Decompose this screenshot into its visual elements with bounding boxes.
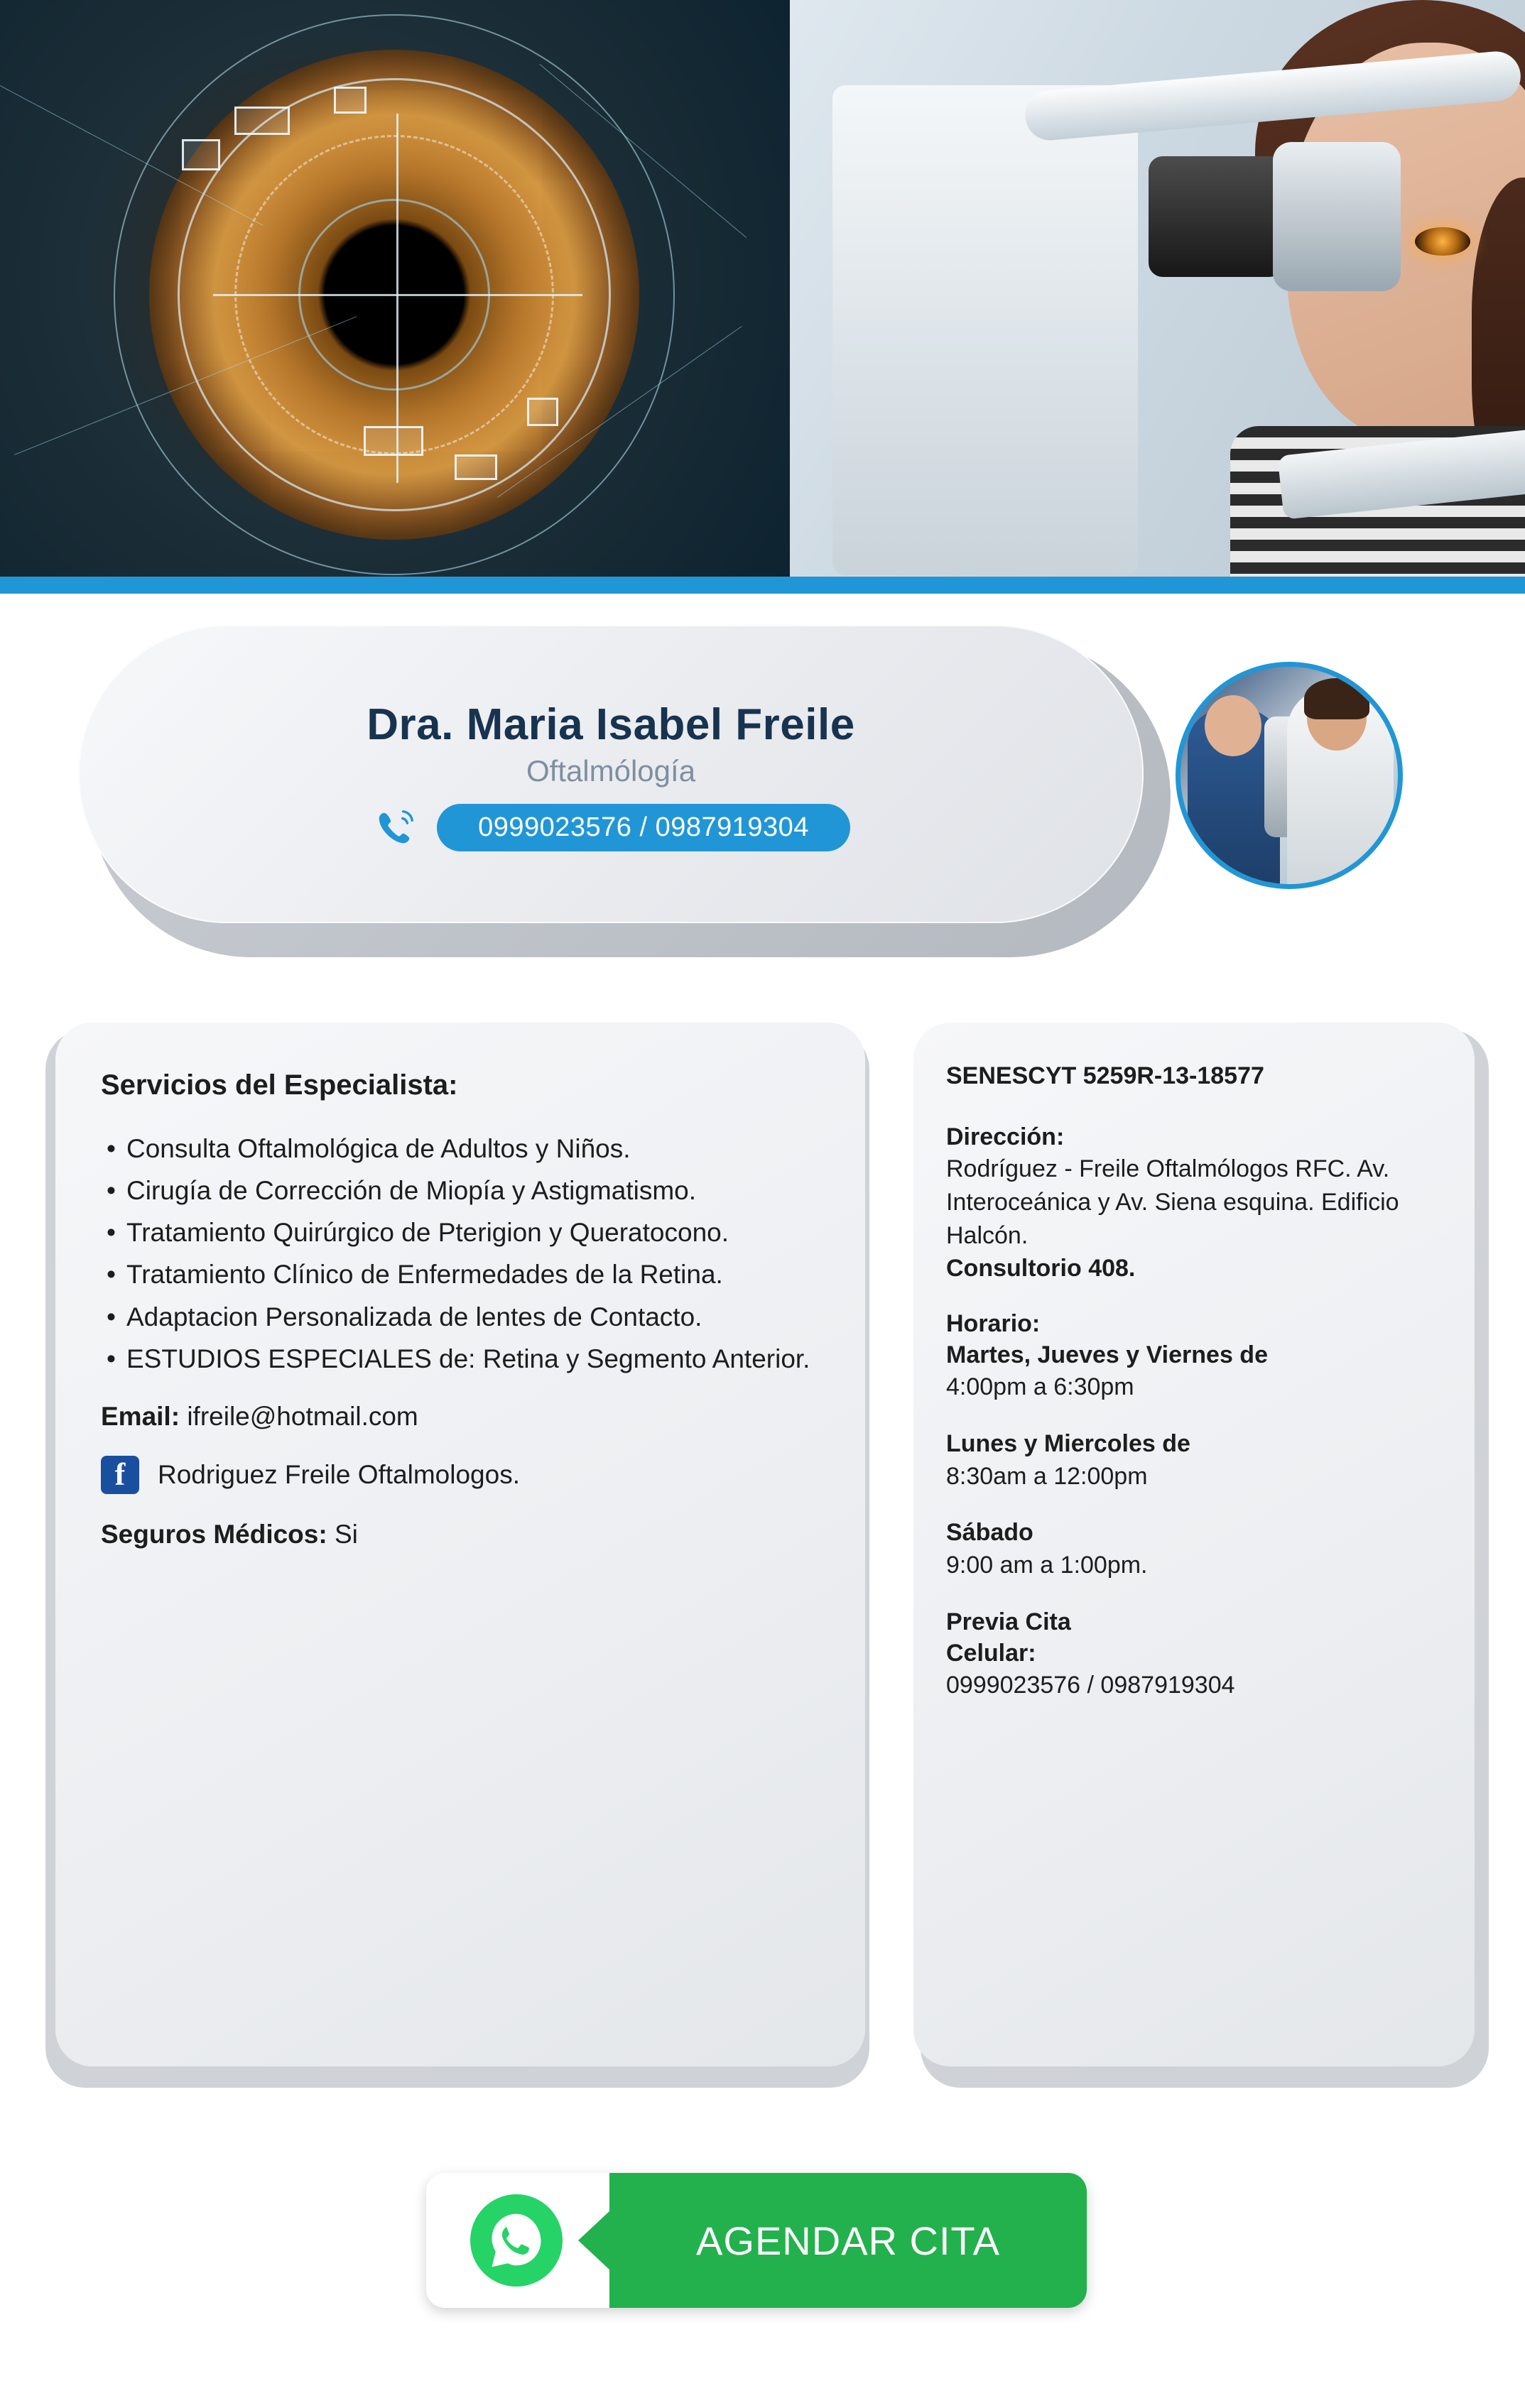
hero-banner [0,0,1525,577]
schedule-label: Horario: [946,1310,1041,1338]
list-item: • ESTUDIOS ESPECIALES de: Retina y Segmento Anterior. [101,1343,820,1375]
list-item: • Tratamiento Quirúrgico de Pterigion y Queratocono. [101,1216,820,1248]
doctor-specialty: Oftalmólogía [526,754,696,788]
schedule-block-2 [946,1428,1442,1493]
address-block [946,1121,1442,1284]
patient-illuminated-eye [1415,227,1470,256]
photo-doctor-hair [1304,678,1369,719]
schedule-days-2: Lunes y Miercoles de [946,1430,1190,1458]
hud-box-4 [364,426,423,456]
slit-lamp-eyepiece [1149,156,1284,277]
list-item: • Consulta Oftalmológica de Adultos y Niños. [101,1133,820,1165]
schedule-days-3: Sábado [946,1519,1033,1547]
eye-scan-image [0,0,790,577]
email-row [101,1402,820,1432]
services-title: Servicios del Especialista: [101,1069,458,1101]
hud-box-1 [182,139,220,170]
schedule-block-1 [946,1308,1442,1404]
insurance-value: Si [334,1519,358,1549]
agendar-cita-button[interactable] [609,2173,1087,2308]
services-panel [55,1023,865,2066]
facebook-icon[interactable] [101,1456,139,1494]
appointment-label: Previa Cita [946,1608,1071,1635]
list-item: • Tratamiento Clínico de Enfermedades de la Retina. [101,1258,820,1290]
doctor-name: Dra. Maria Isabel Freile [367,700,855,749]
insurance-row [101,1520,820,1549]
whatsapp-icon[interactable] [470,2194,563,2287]
facebook-row[interactable] [101,1456,820,1494]
insurance-label: Seguros Médicos: [101,1519,327,1549]
hud-box-3 [334,87,367,114]
cta-label: AGENDAR CITA [696,2218,1000,2263]
facebook-page-name[interactable]: Rodriguez Freile Oftalmologos. [158,1459,520,1489]
senescyt-registration: SENESCYT 5259R-13-18577 [946,1062,1264,1089]
slit-lamp-photo [790,0,1525,577]
list-item: • Cirugía de Corrección de Miopía y Astigmatismo. [101,1175,820,1206]
schedule-block-3 [946,1517,1442,1581]
hud-box-2 [234,107,290,135]
cell-value[interactable]: 0999023576 / 0987919304 [946,1671,1235,1699]
services-list [101,1133,820,1375]
info-panel [913,1023,1475,2066]
photo-patient-head [1205,695,1261,756]
schedule-hours-3: 9:00 am a 1:00pm. [946,1551,1148,1579]
schedule-hours-2: 8:30am a 12:00pm [946,1462,1148,1490]
email-label: Email: [101,1401,180,1431]
doctor-card [78,625,1172,959]
hud-box-6 [527,398,558,426]
slit-lamp-illuminator [1273,142,1401,291]
doctor-photo [1176,662,1403,889]
cell-label: Celular: [946,1639,1036,1667]
slit-lamp-base [832,85,1138,575]
email-value[interactable]: ifreile@hotmail.com [187,1401,418,1431]
accent-divider-bar [0,577,1525,594]
schedule-hours-1: 4:00pm a 6:30pm [946,1373,1134,1401]
address-value: Rodríguez - Freile Oftalmólogos RFC. Av. Interoceánica y Av. Siena esquina. Edificio Halcón. [946,1155,1399,1249]
address-label: Dirección: [946,1123,1065,1150]
appointment-block [946,1606,1442,1702]
doctor-phone-row [78,804,1144,851]
list-item: • Adaptacion Personalizada de lentes de Contacto. [101,1301,820,1333]
schedule-days-1: Martes, Jueves y Viernes de [946,1341,1268,1369]
phone-ringing-icon [371,805,418,851]
cta-banner[interactable] [426,2173,1087,2308]
doctor-phone-numbers[interactable]: 0999023576 / 0987919304 [437,804,850,851]
hud-box-5 [455,454,497,480]
office-number: Consultorio 408. [946,1254,1136,1282]
